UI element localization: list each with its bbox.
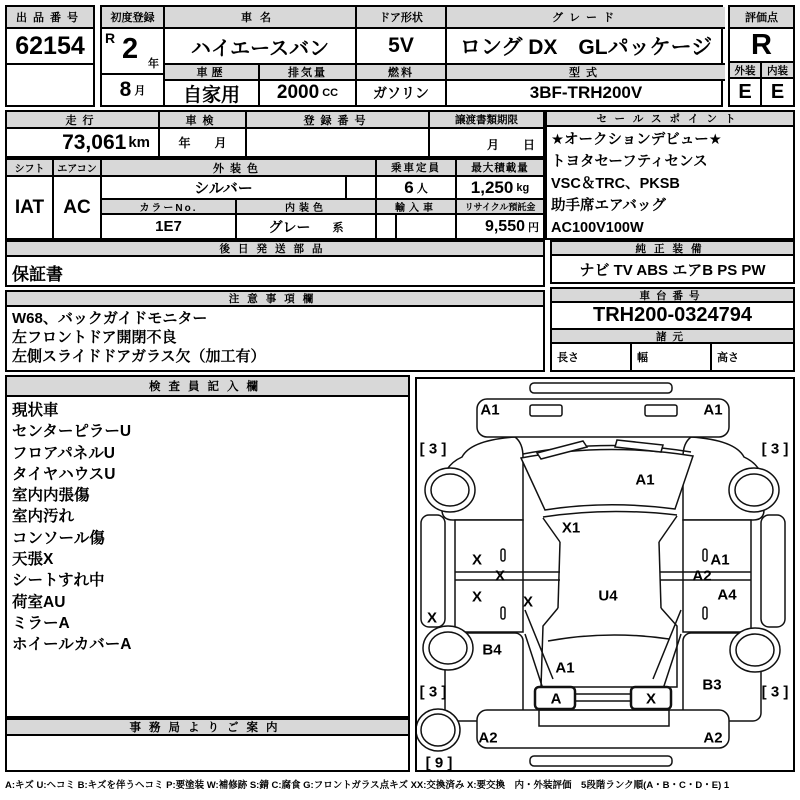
fuel-label: 燃料 bbox=[357, 65, 447, 81]
displacement-value: 2000 bbox=[276, 82, 320, 103]
shift-value: IAT bbox=[7, 177, 54, 238]
mileage-cell bbox=[7, 129, 160, 156]
reg-no-value bbox=[247, 129, 430, 156]
line-item: 左側スライドドアガラス欠（加工有） bbox=[12, 348, 266, 365]
recycle-cell bbox=[457, 215, 543, 238]
exterior-score-label: 外装 bbox=[730, 63, 762, 79]
score-label: 評価点 bbox=[730, 7, 793, 29]
chassis-box bbox=[550, 287, 795, 372]
history-value: 自家用 bbox=[165, 81, 260, 105]
auction-no-label: 出品番号 bbox=[7, 7, 93, 29]
model-code-label: 型式 bbox=[447, 65, 725, 81]
dimensions-label: 諸元 bbox=[552, 330, 793, 344]
sales-points-lines bbox=[547, 127, 793, 241]
grade-value: ロング DX GLパッケージ bbox=[447, 29, 725, 65]
damage-code: A1 bbox=[710, 551, 730, 569]
damage-code: A1 bbox=[480, 401, 500, 419]
equipment-box bbox=[550, 240, 795, 284]
cautions-label: 注意事項欄 bbox=[7, 292, 543, 307]
line-item: センターピラーU bbox=[12, 423, 132, 441]
capacity-value: 6 bbox=[404, 177, 414, 197]
line-item: 室内内張傷 bbox=[12, 487, 90, 505]
office-empty-area bbox=[7, 736, 408, 770]
line-item: 天張X bbox=[12, 551, 54, 569]
interior-color-cell bbox=[237, 215, 377, 238]
car-name-label: 車名 bbox=[165, 7, 357, 29]
inspector-lines bbox=[7, 397, 408, 659]
transfer-docs-label: 譲渡書類期限 bbox=[430, 112, 543, 129]
cautions-lines bbox=[7, 307, 543, 368]
reg-year-value: 2 bbox=[122, 33, 139, 65]
later-parts-box bbox=[5, 240, 545, 287]
auction-no-empty-cell bbox=[7, 65, 93, 101]
displacement-label: 排気量 bbox=[260, 65, 357, 81]
damage-code: A1 bbox=[703, 401, 723, 419]
displacement-cell bbox=[260, 81, 357, 105]
exterior-color-empty-cell bbox=[347, 177, 377, 200]
line-item: フロアパネルU bbox=[12, 444, 115, 462]
line-item: 現状車 bbox=[12, 402, 59, 419]
damage-code: [ 9 ] bbox=[425, 754, 453, 772]
reg-year-unit: 年 bbox=[148, 58, 159, 70]
damage-code: A2 bbox=[703, 729, 723, 747]
later-parts-label: 後日発送部品 bbox=[7, 242, 543, 257]
reg-no-label: 登録番号 bbox=[247, 112, 430, 129]
mileage-label: 走行 bbox=[7, 112, 160, 129]
door-shape-value: 5V bbox=[357, 29, 447, 65]
ext-int-score-row bbox=[730, 79, 793, 105]
line-item: タイヤハウスU bbox=[12, 465, 116, 483]
chassis-value: TRH200-0324794 bbox=[552, 303, 793, 330]
shift-label: シフト bbox=[7, 160, 54, 177]
damage-code: B4 bbox=[482, 641, 502, 659]
mileage-unit: km bbox=[128, 134, 150, 151]
damage-diagram-box bbox=[415, 377, 795, 772]
max-load-cell bbox=[457, 177, 543, 200]
color-no-label: カラーNo. bbox=[102, 200, 237, 215]
damage-code: [ 3 ] bbox=[761, 683, 789, 701]
damage-code: [ 3 ] bbox=[419, 440, 447, 458]
later-parts-value: 保証書 bbox=[12, 265, 63, 284]
interior-score-value: E bbox=[770, 80, 785, 103]
exterior-score-value: E bbox=[730, 79, 762, 105]
recycle-label: リサイクル預託金 bbox=[457, 200, 543, 215]
office-box bbox=[5, 718, 410, 772]
line-item: 左フロントドア開閉不良 bbox=[12, 329, 177, 346]
aircon-value: AC bbox=[54, 177, 102, 238]
line-item: 室内汚れ bbox=[12, 508, 75, 526]
line-item: コンソール傷 bbox=[12, 529, 105, 547]
recycle-value: 9,550 bbox=[484, 217, 525, 235]
exterior-color-value: シルバー bbox=[102, 177, 347, 200]
line-item: 助手席エアバッグ bbox=[551, 198, 666, 214]
import-empty-cell-2 bbox=[397, 215, 457, 238]
line-item: ホイールカバーA bbox=[12, 636, 132, 654]
damage-code: X bbox=[471, 588, 483, 606]
ext-int-label-row bbox=[730, 63, 793, 79]
interior-color-suffix: 系 bbox=[332, 221, 344, 234]
grade-label: グレード bbox=[447, 7, 725, 29]
damage-code: A4 bbox=[717, 586, 737, 604]
door-shape-label: ドア形状 bbox=[357, 7, 447, 29]
sales-points-box bbox=[545, 110, 795, 240]
length-label: 長さ bbox=[552, 344, 632, 370]
top-table bbox=[100, 5, 723, 107]
height-label: 高さ bbox=[717, 352, 739, 364]
color-no-value: 1E7 bbox=[102, 215, 237, 238]
history-label: 車歴 bbox=[165, 65, 260, 81]
first-reg-year-cell bbox=[102, 29, 165, 75]
line-item: トヨタセーフティセンス bbox=[551, 154, 708, 170]
damage-code: X bbox=[471, 551, 483, 569]
max-load-value: 1,250 bbox=[470, 177, 514, 197]
max-load-unit: kg bbox=[516, 181, 530, 194]
aircon-label: エアコン bbox=[54, 160, 102, 177]
damage-code: A2 bbox=[692, 567, 712, 585]
line-item: ミラーA bbox=[12, 614, 70, 632]
shaken-label: 車検 bbox=[160, 112, 247, 129]
damage-code: X bbox=[426, 609, 438, 627]
interior-color-value: グレー bbox=[268, 218, 311, 235]
line-item: VSC＆TRC、PKSB bbox=[551, 176, 680, 192]
spec-block bbox=[5, 158, 545, 240]
auction-no-value: 62154 bbox=[7, 29, 93, 65]
line-item: シートすれ中 bbox=[12, 572, 105, 590]
era-value: R bbox=[105, 30, 116, 46]
import-label: 輸入車 bbox=[377, 200, 457, 215]
capacity-cell bbox=[377, 177, 457, 200]
displacement-unit: CC bbox=[322, 87, 339, 99]
line-item: ★オークションデビュー★ bbox=[551, 132, 722, 148]
import-empty-cell-1 bbox=[377, 215, 397, 238]
damage-code: X bbox=[494, 567, 506, 585]
max-load-label: 最大積載量 bbox=[457, 160, 543, 177]
exterior-color-label: 外装色 bbox=[102, 160, 377, 177]
damage-code: [ 3 ] bbox=[761, 440, 789, 458]
auction-no-box bbox=[5, 5, 95, 107]
damage-code: A2 bbox=[478, 729, 498, 747]
first-reg-label: 初度登録 bbox=[102, 7, 165, 29]
damage-code: U4 bbox=[598, 587, 618, 605]
damage-code: A bbox=[550, 690, 562, 708]
capacity-label: 乗車定員 bbox=[377, 160, 457, 177]
score-box bbox=[728, 5, 795, 107]
width-label: 幅 bbox=[632, 344, 712, 370]
interior-color-label: 内装色 bbox=[237, 200, 377, 215]
damage-diagram-labels bbox=[417, 379, 793, 770]
legend-text: A:キズ U:ヘコミ B:キズを伴うヘコミ P:要塗装 W:補修跡 S:錆 C:腐食 G:フロントガラス点キズ XX:交換済み X:要交換 内・外装評価 5段階ランク順(A・B・C・D・E) 1 bbox=[5, 780, 730, 791]
equipment-label: 純正装備 bbox=[552, 242, 793, 256]
chassis-label: 車台番号 bbox=[552, 289, 793, 303]
dimensions-row bbox=[552, 344, 793, 370]
inspector-box bbox=[5, 375, 410, 718]
inspector-label: 検査員記入欄 bbox=[7, 377, 408, 397]
damage-code: [ 3 ] bbox=[419, 683, 447, 701]
sales-points-label: セールスポイント bbox=[547, 112, 793, 127]
interior-score-label: 内装 bbox=[762, 63, 793, 79]
recycle-unit: 円 bbox=[528, 221, 539, 234]
mileage-value: 73,061 bbox=[62, 130, 127, 154]
damage-code: B3 bbox=[702, 676, 722, 694]
info-row bbox=[5, 110, 545, 158]
damage-code: X bbox=[522, 593, 534, 611]
reg-month-value: 8 bbox=[119, 78, 132, 101]
office-label: 事務局よりご案内 bbox=[7, 720, 408, 736]
reg-month-unit: 月 bbox=[134, 85, 146, 97]
damage-code: A1 bbox=[555, 659, 575, 677]
damage-code: X1 bbox=[561, 519, 581, 537]
model-code-value: 3BF-TRH200V bbox=[529, 83, 643, 102]
line-item: W68、バックガイドモニター bbox=[12, 310, 208, 327]
damage-code: X bbox=[645, 690, 657, 708]
score-value: R bbox=[730, 29, 793, 63]
shaken-value: 年 月 bbox=[160, 129, 247, 156]
car-name-value: ハイエースバン bbox=[165, 29, 357, 65]
capacity-unit: 人 bbox=[416, 182, 428, 195]
first-reg-month-cell bbox=[102, 75, 165, 105]
line-item: 荷室AU bbox=[12, 593, 66, 611]
transfer-docs-value: 月 日 bbox=[486, 138, 535, 152]
line-item: AC100V100W bbox=[551, 220, 644, 236]
fuel-value: ガソリン bbox=[357, 81, 447, 105]
equipment-value: ナビ TV ABS エアB PS PW bbox=[579, 261, 766, 279]
cautions-box bbox=[5, 290, 545, 372]
damage-code: A1 bbox=[635, 471, 655, 489]
